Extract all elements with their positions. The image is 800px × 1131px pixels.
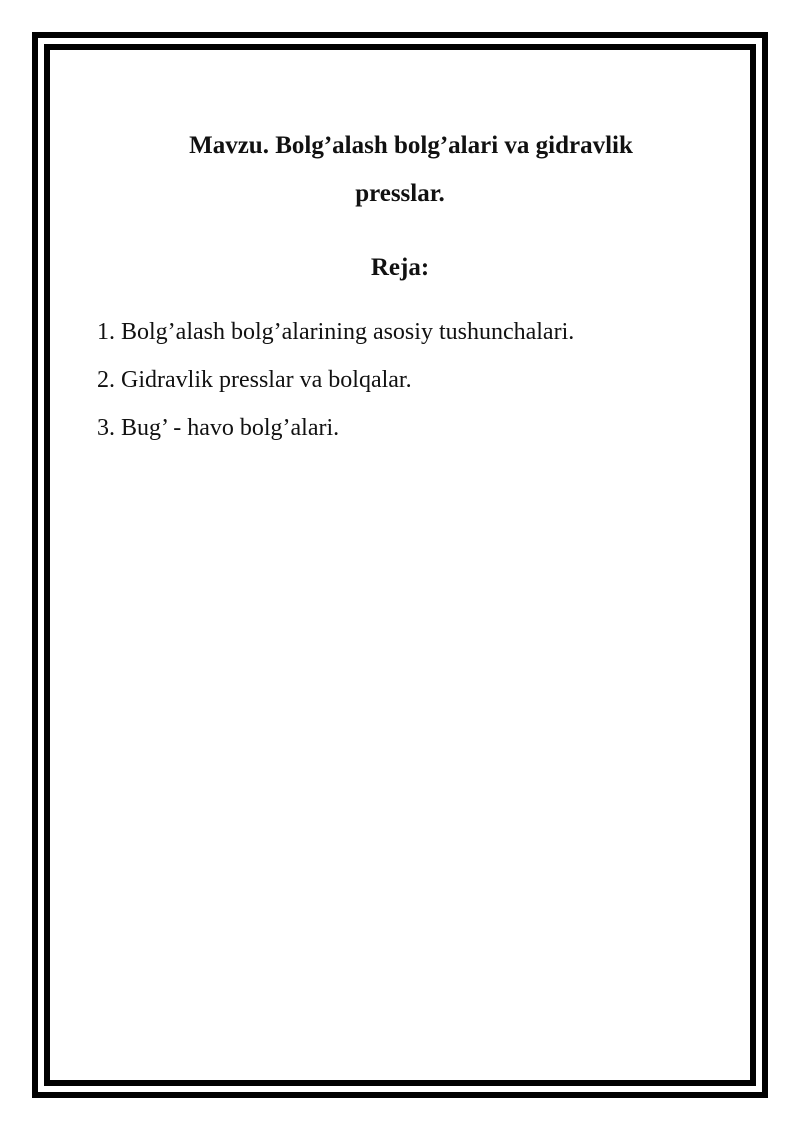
- plan-item-2: 2. Gidravlik presslar va bolqalar.: [97, 367, 412, 393]
- document-title-line-2: presslar.: [355, 180, 445, 207]
- document-title-line-1: Mavzu. Bolg’alash bolg’alari va gidravlik: [189, 132, 633, 159]
- plan-heading: Reja:: [370, 254, 430, 281]
- plan-item-3: 3. Bug’ - havo bolg’alari.: [97, 415, 340, 441]
- page-content: [50, 50, 750, 1080]
- plan-item-1: 1. Bolg’alash bolg’alarining asosiy tushunchalari.: [97, 319, 575, 345]
- plan-list: [97, 308, 574, 452]
